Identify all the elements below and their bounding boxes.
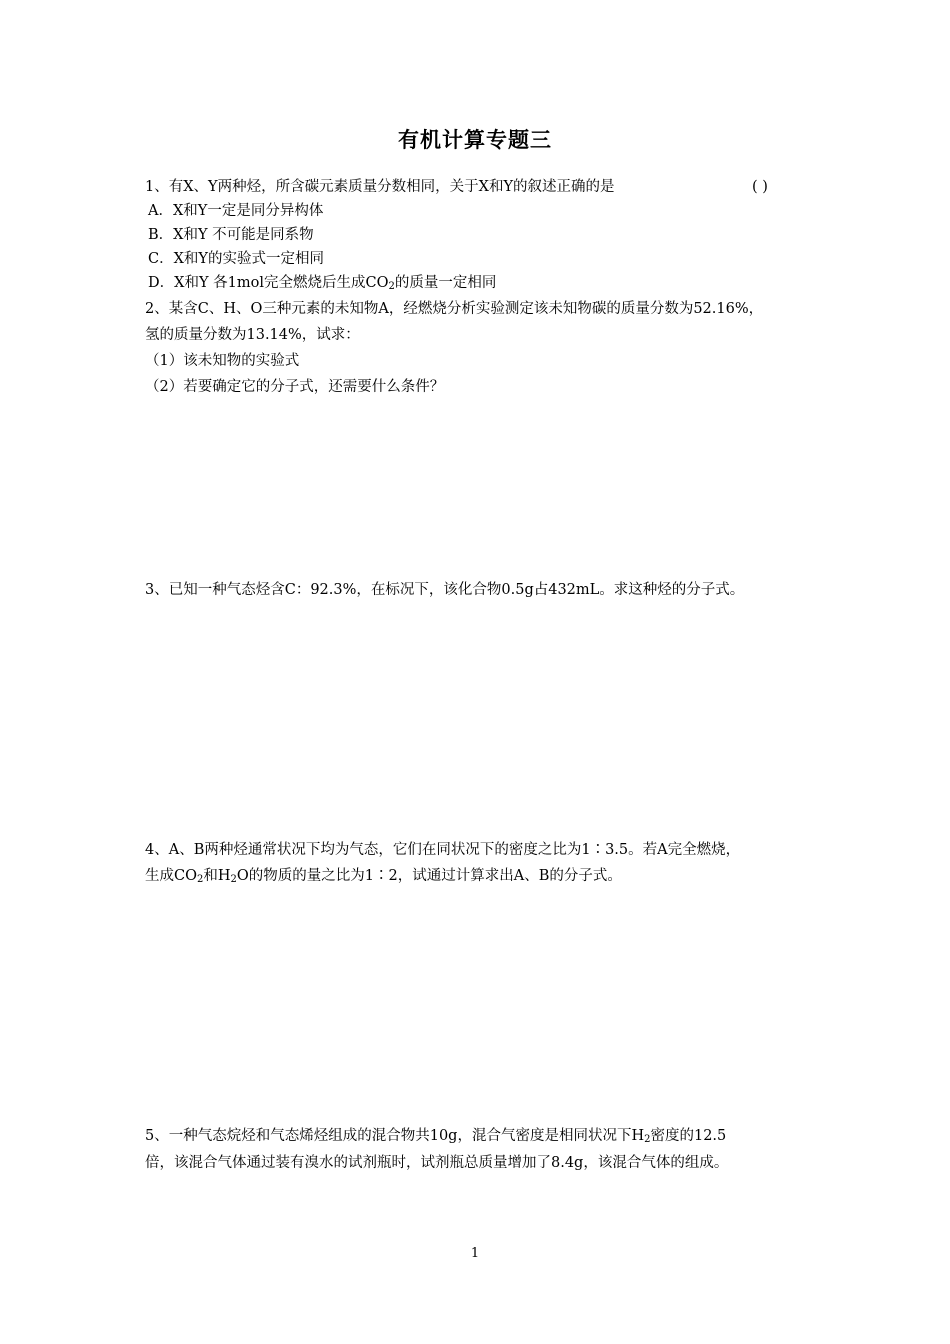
question-4-line-1: 4、A、B两种烃通常状况下均为气态，它们在同状况下的密度之比为1∶3.5。若A完全燃烧， [145,842,741,858]
question-1-stem [145,175,615,199]
subscript: 2 [644,1134,651,1145]
q5-text: 5、一种气态烷烃和气态烯烃组成的混合物共10g，混合气密度是相同状况下H [145,1128,645,1144]
subscript: 2 [230,874,237,885]
question-1-option-a: A．X和Y一定是同分异构体 [148,203,324,219]
q4-text: 和H [203,868,231,884]
question-1-answer-blank: ( ) [752,179,768,195]
question-5-line-1 [145,1124,726,1148]
page-title: 有机计算专题三 [398,127,552,152]
question-5-line-2: 倍，该混合气体通过装有溴水的试剂瓶时，试剂瓶总质量增加了8.4g，该混合气体的组成。 [145,1155,729,1171]
question-4-line-2 [145,864,622,888]
option-d-text-end: 的质量一定相同 [394,275,497,291]
option-d-text: D．X和Y 各1mol完全燃烧后生成CO [148,275,389,291]
question-2-sub-2: （2）若要确定它的分子式，还需要什么条件？ [145,379,445,395]
question-2-sub-1: （1）该未知物的实验式 [145,353,300,369]
q4-text: O的物质的量之比为1∶2，试通过计算求出A、B的分子式。 [236,868,622,884]
q5-text: 密度的12.5 [650,1128,727,1144]
subscript: 2 [196,874,204,885]
question-2-line-2: 氢的质量分数为13.14%，试求： [145,327,360,343]
question-1-option-d [148,271,496,295]
question-1-option-c: C．X和Y的实验式一定相同 [148,251,324,267]
page-number: 1 [470,1246,480,1261]
question-2-line-1: 2、某含C、H、O三种元素的未知物A，经燃烧分析实验测定该未知物碳的质量分数为52.16%， [145,301,764,317]
question-1-option-b: B．X和Y 不可能是同系物 [148,227,314,243]
question-1-text: 1、有X、Y两种烃，所含碳元素质量分数相同，关于X和Y的叙述正确的是 [145,179,615,195]
question-3: 3、已知一种气态烃含C：92.3%，在标况下，该化合物0.5g占432mL。求这种烃的分子式。 [145,582,745,598]
q4-text: 生成CO [145,868,197,884]
subscript: 2 [388,281,395,292]
